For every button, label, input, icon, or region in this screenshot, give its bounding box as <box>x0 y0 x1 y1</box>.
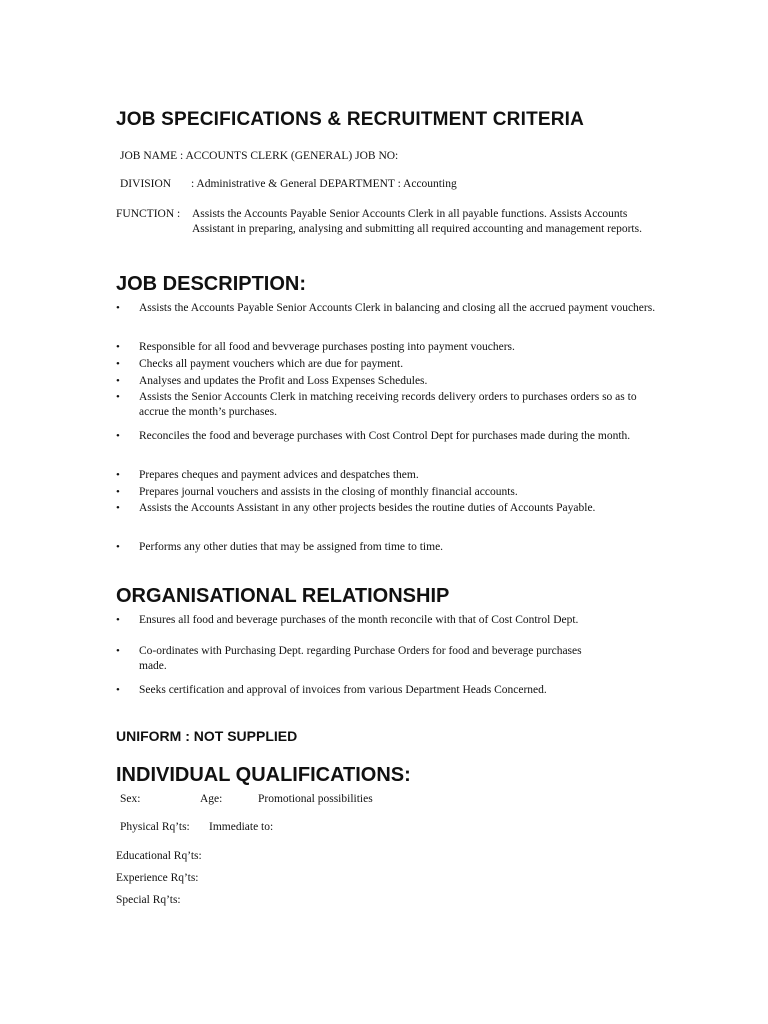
job-description-heading: JOB DESCRIPTION: <box>116 273 307 295</box>
bullet-icon: • <box>116 430 120 442</box>
list-item-text: Checks all payment vouchers which are due for payment. <box>139 358 404 370</box>
list-item-text: Assists the Accounts Payable Senior Accounts Clerk in balancing and closing all the accrued payment vouchers. <box>139 302 656 314</box>
special-requirements-label: Special Rq’ts: <box>116 894 181 906</box>
immediate-to-label: Immediate to: <box>209 821 274 833</box>
promotional-label: Promotional possibilities <box>258 793 373 805</box>
bullet-icon: • <box>116 358 120 370</box>
division-value: : Administrative & General DEPARTMENT : Accounting <box>191 178 457 190</box>
bullet-icon: • <box>116 302 120 314</box>
uniform-heading: UNIFORM : NOT SUPPLIED <box>116 728 298 744</box>
list-item-text: Reconciles the food and beverage purchases with Cost Control Dept for purchases made during the month. <box>139 430 631 442</box>
educational-requirements-label: Educational Rq’ts: <box>116 850 202 862</box>
bullet-icon: • <box>116 684 120 696</box>
list-item-text: Prepares journal vouchers and assists in the closing of monthly financial accounts. <box>139 486 518 498</box>
bullet-icon: • <box>116 341 120 353</box>
bullet-icon: • <box>116 541 120 553</box>
list-item-text: Co-ordinates with Purchasing Dept. regarding Purchase Orders for food and beverage purchases made. <box>139 645 582 672</box>
list-item-text: Analyses and updates the Profit and Loss Expenses Schedules. <box>139 375 428 387</box>
bullet-icon: • <box>116 486 120 498</box>
division-label: DIVISION <box>120 178 172 190</box>
individual-qualifications-heading: INDIVIDUAL QUALIFICATIONS: <box>116 764 411 786</box>
age-label: Age: <box>200 793 223 805</box>
bullet-icon: • <box>116 614 120 626</box>
document-title: JOB SPECIFICATIONS & RECRUITMENT CRITERIA <box>116 109 585 130</box>
bullet-icon: • <box>116 502 120 514</box>
function-text: Assists the Accounts Payable Senior Accounts Clerk in all payable functions. Assists Accounts Assistant in preparing, analysing and submitting all required accounting and management reports. <box>192 208 642 235</box>
list-item-text: Responsible for all food and bevverage purchases posting into payment vouchers. <box>139 341 515 353</box>
function-label: FUNCTION : <box>116 208 181 220</box>
list-item-text: Seeks certification and approval of invoices from various Department Heads Concerned. <box>139 684 547 696</box>
list-item-text: Assists the Accounts Assistant in any other projects besides the routine duties of Accounts Payable. <box>139 502 596 514</box>
bullet-icon: • <box>116 645 120 657</box>
sex-label: Sex: <box>120 793 141 805</box>
bullet-icon: • <box>116 469 120 481</box>
list-item-text: Assists the Senior Accounts Clerk in matching receiving records delivery orders to purchases orders so as to accrue the month’s purchases. <box>139 391 637 418</box>
bullet-icon: • <box>116 375 120 387</box>
list-item-text: Ensures all food and beverage purchases of the month reconcile with that of Cost Control Dept. <box>139 614 579 626</box>
list-item-text: Prepares cheques and payment advices and despatches them. <box>139 469 419 481</box>
organisational-relationship-heading: ORGANISATIONAL RELATIONSHIP <box>116 585 450 607</box>
physical-requirements-label: Physical Rq’ts: <box>120 821 190 833</box>
experience-requirements-label: Experience Rq’ts: <box>116 872 199 884</box>
job-name-line: JOB NAME : ACCOUNTS CLERK (GENERAL) JOB NO: <box>120 150 399 162</box>
bullet-icon: • <box>116 391 120 403</box>
list-item-text: Performs any other duties that may be assigned from time to time. <box>139 541 444 553</box>
